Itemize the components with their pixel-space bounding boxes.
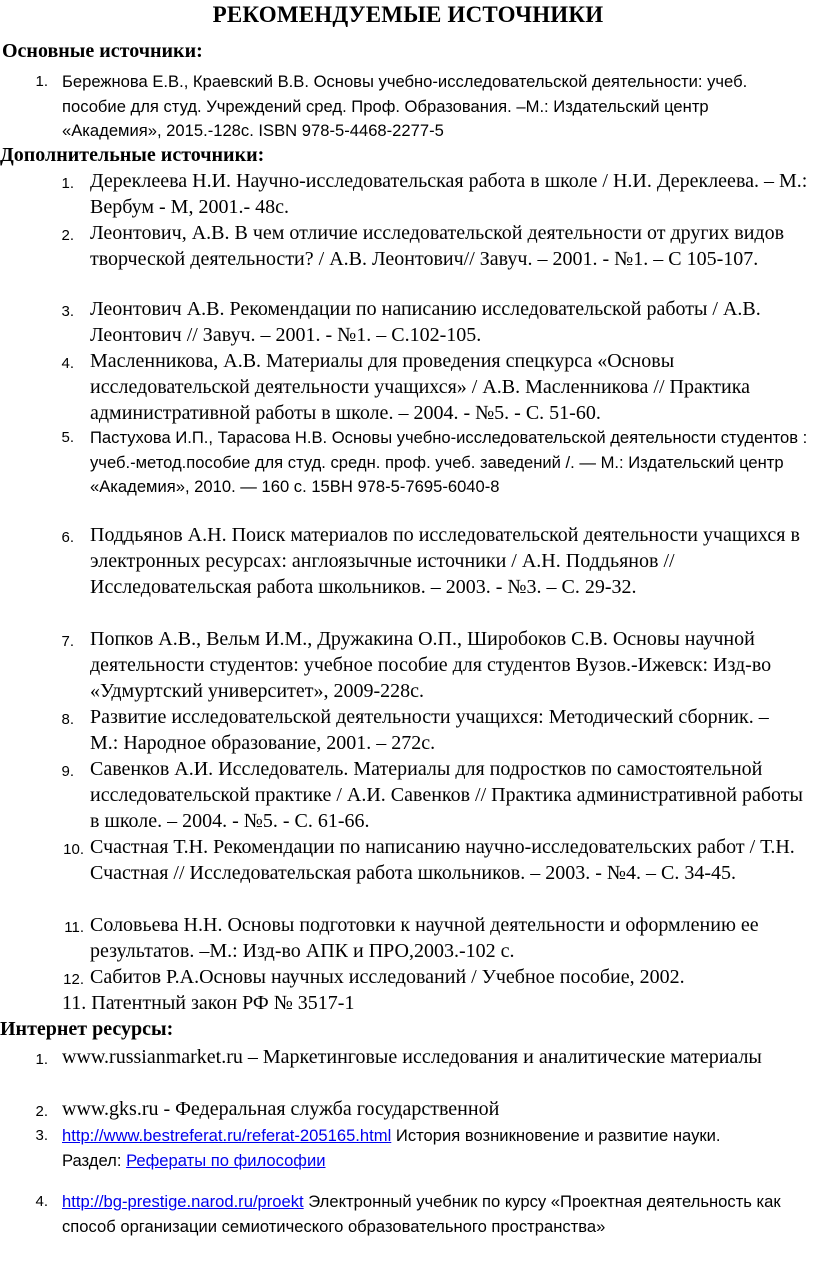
list-item-text: Дереклеева Н.И. Научно-исследовательская работа в школе / Н.И. Дереклеева. – М.: Вербум - М, 2001.- 48с. (90, 170, 808, 218)
list-item-text: www.russianmarket.ru – Маркетинговые исследования и аналитические материалы (62, 1046, 762, 1068)
list-number: 3. (35, 1127, 48, 1144)
list-item-text: Поддьянов А.Н. Поиск материалов по исследовательской деятельности учащихся в электронных ресурсах: англоязычные источники / А.Н. Поддьянов // Исследовательская работа школьников. – 2003. - №3. – С. 29-32. (90, 524, 800, 598)
list-number: 4. (35, 1193, 48, 1210)
list-item-text: Попков А.В., Вельм И.М., Дружакина О.П., Широбоков С.В. Основы научной деятельности студентов: учебное пособие для студентов Вузов.-Ижевск: Изд-во «Удмуртский университет», 2009-228с. (90, 628, 772, 702)
list-number: 5. (61, 429, 74, 446)
internet-heading: Интернет ресурсы: (0, 1018, 174, 1040)
list-item-text: Леонтович А.В. Рекомендации по написанию исследовательской работы / А.В. Леонтович // Завуч. – 2001. - №1. – С.102-105. (90, 298, 761, 346)
list-item-description: Электронный учебник по курсу «Проектная деятельность как способ организации семиотического образовательного пространства» (62, 1192, 781, 1236)
list-item-description: История возникновение и развитие науки. Раздел: (62, 1126, 721, 1170)
list-item-text (62, 1190, 782, 1239)
list-item-text: Счастная Т.Н. Рекомендации по написанию научно-исследовательских работ / Т.Н. Счастная // Исследовательская работа школьников. – 2003. - №4. – С. 34-45. (90, 836, 795, 884)
extra-line: 11. Патентный закон РФ № 3517-1 (62, 992, 355, 1014)
list-number: 1. (35, 1051, 48, 1068)
bestreferat-link[interactable]: http://www.bestreferat.ru/referat-205165.html (62, 1126, 392, 1145)
list-item-text: www.gks.ru - Федеральная служба государственной (62, 1098, 500, 1120)
list-number: 12. (63, 971, 84, 988)
bg-prestige-link[interactable]: http://bg-prestige.narod.ru/proekt (62, 1192, 304, 1211)
list-number: 10. (63, 841, 84, 858)
list-item-text: Развитие исследовательской деятельности учащихся: Методический сборник. – М.: Народное образование, 2001. – 272с. (90, 706, 769, 754)
list-number: 11. (64, 919, 84, 936)
list-number: 3. (61, 303, 74, 320)
list-item-text: Соловьева Н.Н. Основы подготовки к научной деятельности и оформлению ее результатов. –М.: Изд-во АПК и ПРО,2003.-102 с. (90, 914, 759, 962)
list-item-text (62, 1124, 782, 1173)
list-number: 4. (61, 355, 74, 372)
list-number: 7. (61, 633, 74, 650)
main-sources-heading: Основные источники: (2, 40, 203, 62)
list-number: 9. (61, 763, 74, 780)
list-item-text: Савенков А.И. Исследователь. Материалы для подростков по самостоятельной исследовательской практике / А.И. Савенков // Практика административной работы в школе. – 2004. - №5. - С. 61-66. (90, 758, 803, 832)
philosophy-section-link[interactable]: Рефераты по философии (126, 1150, 326, 1170)
page-title: РЕКОМЕНДУЕМЫЕ ИСТОЧНИКИ (212, 2, 604, 27)
list-item-text: Масленникова, А.В. Материалы для проведения спецкурса «Основы исследовательской деятельности учащихся» / А.В. Масленникова // Практика административной работы в школе. – 2004. - №5. - С. 51-60. (90, 350, 751, 424)
list-number: 6. (61, 529, 74, 546)
list-item-text: Сабитов Р.А.Основы научных исследований / Учебное пособие, 2002. (90, 966, 685, 988)
additional-sources-heading: Дополнительные источники: (0, 144, 265, 166)
list-number: 1. (35, 73, 48, 90)
list-number: 1. (61, 175, 74, 192)
list-item-text: Бережнова Е.В., Краевский В.В. Основы учебно-исследовательской деятельности: учеб. пособие для студ. Учреждений сред. Проф. Образования. –М.: Издательский центр «Академия», 2015.-128с. ISBN 978-5-4468-2277-5 (62, 72, 748, 140)
list-number: 8. (61, 711, 74, 728)
list-item-text: Пастухова И.П., Тарасова Н.В. Основы учебно-исследовательской деятельности студентов : учеб.-метод.пособие для студ. средн. проф. учеб. заведений /. — М.: Издательский центр «Академия», 2010. — 160 с. 15ВН 978-5-7695-6040-8 (90, 428, 808, 496)
list-item-text: Леонтович, А.В. В чем отличие исследовательской деятельности от других видов творческой деятельности? / А.В. Леонтович// Завуч. – 2001. - №1. – С 105-107. (90, 222, 785, 270)
list-number: 2. (61, 227, 74, 244)
list-number: 2. (35, 1103, 48, 1120)
